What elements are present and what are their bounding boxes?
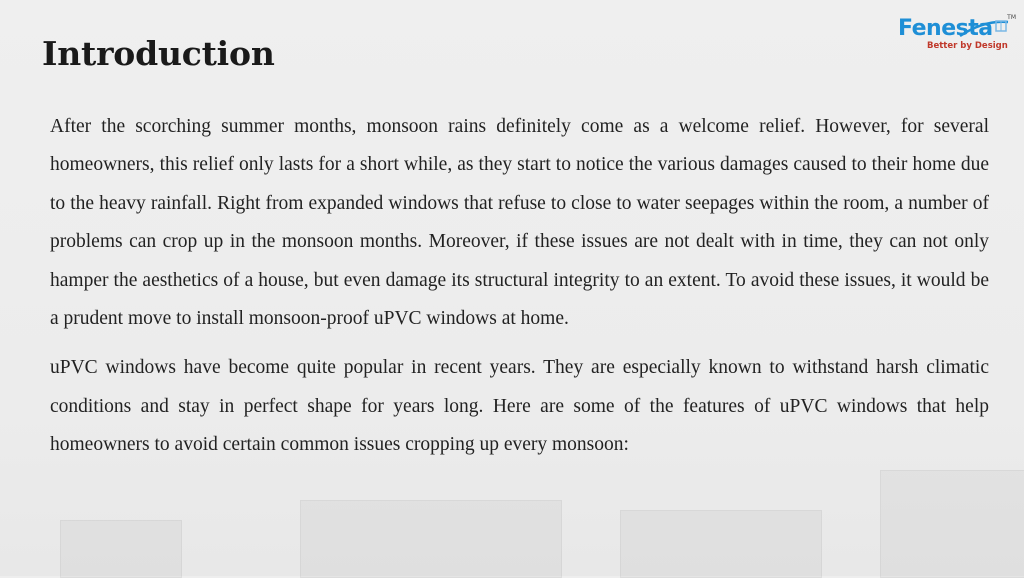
logo-brand-text: Fenesta [898,16,993,41]
slide-title: Introduction [42,34,275,73]
background-building [60,520,182,578]
slide-body [50,108,989,465]
fenesta-logo [894,14,1018,58]
logo-trademark: TM [1007,14,1016,21]
background-building [880,470,1024,578]
body-paragraph: After the scorching summer months, monsoon rains definitely come as a welcome relief. However, for several homeowners, this relief only lasts for a short while, as they start to notice the various damages caused to their home due to the heavy rainfall. Right from expanded windows that refuse to close to water seepages within the room, a number of problems can crop up in the monsoon months. Moreover, if these issues are not dealt with in time, they can not only hamper the aesthetics of a house, but even damage its structural integrity to an extent. To avoid these issues, it would be a prudent move to install monsoon-proof uPVC windows at home. [50,116,989,330]
background-building [620,510,822,578]
body-paragraph: uPVC windows have become quite popular in recent years. They are especially known to withstand harsh climatic conditions and stay in perfect shape for years long. Here are some of the features of uPVC windows that help homeowners to avoid certain common issues cropping up every monsoon: [50,357,989,456]
logo-tagline: Better by Design [927,41,1008,51]
background-building [300,500,562,578]
